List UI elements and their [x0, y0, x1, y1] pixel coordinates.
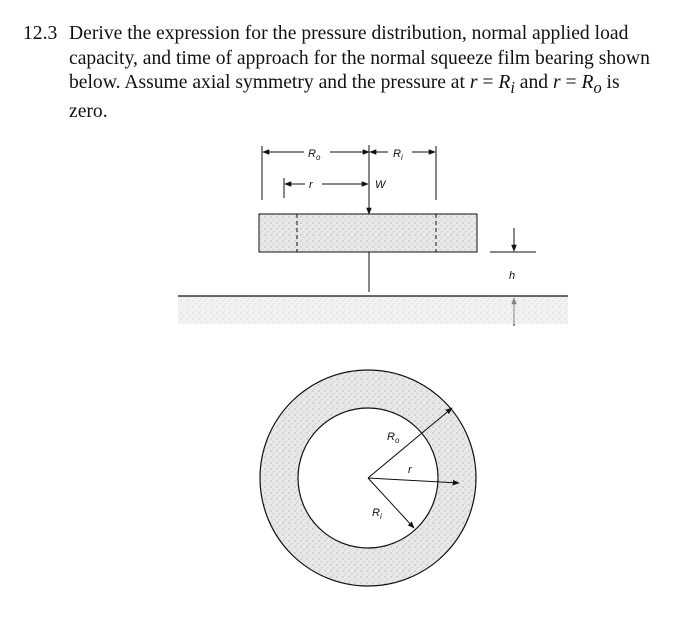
- math-Ro: R: [581, 72, 594, 93]
- top-label-r: r: [408, 464, 412, 476]
- side-label-w: W: [375, 179, 386, 191]
- side-label-h: h: [509, 270, 516, 282]
- math-r-2: r: [552, 72, 561, 93]
- math-Ro-sub: o: [593, 77, 602, 97]
- side-view: [178, 145, 568, 326]
- line3-and: and: [514, 72, 553, 93]
- problem-line-2: capacity, and time of approach for the normal squeeze film bearing shown: [69, 47, 650, 69]
- top-view: [260, 370, 476, 586]
- problem-line-1: Derive the expression for the pressure distribution, normal applied load: [69, 23, 629, 44]
- math-eq-2: =: [560, 72, 582, 93]
- problem-line-4: zero.: [69, 101, 108, 123]
- line3-suffix: is: [601, 72, 620, 93]
- line3-prefix: below. Assume axial symmetry and the pressure at: [69, 72, 470, 93]
- math-Ri-sub: i: [510, 77, 515, 97]
- side-label-r: r: [309, 179, 313, 191]
- math-Ri: R: [498, 72, 511, 93]
- problem-number: 12.3: [23, 23, 58, 44]
- top-label-ri: $R_i$: [372, 507, 382, 521]
- side-label-ro: $R_o$: [308, 148, 321, 162]
- bearing-plate: [259, 214, 477, 252]
- side-label-ri: $R_i$: [393, 148, 403, 162]
- math-r-1: r: [469, 72, 478, 93]
- top-label-ro: $R_o$: [387, 431, 400, 445]
- ground-hatch: [178, 296, 568, 324]
- math-eq-1: =: [477, 72, 499, 93]
